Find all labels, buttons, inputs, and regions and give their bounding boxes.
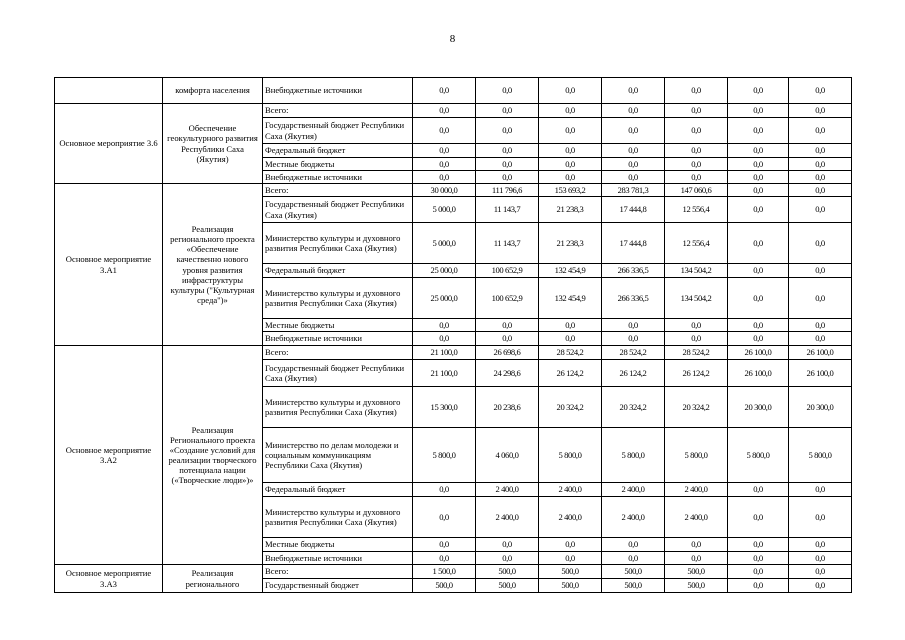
amount-cell: 0,0 xyxy=(602,144,665,158)
funding-source-cell: Министерство по делам молодежи и социальным коммуникациям Республики Саха (Якутия) xyxy=(263,428,413,483)
amount-cell: 0,0 xyxy=(539,538,602,552)
amount-cell: 0,0 xyxy=(539,332,602,346)
funding-source-cell: Государственный бюджет Республики Саха (Якутия) xyxy=(263,197,413,223)
amount-cell: 0,0 xyxy=(476,319,539,332)
amount-cell: 2 400,0 xyxy=(602,483,665,497)
amount-cell: 0,0 xyxy=(476,332,539,346)
amount-cell: 25 000,0 xyxy=(413,264,476,278)
amount-cell: 5 800,0 xyxy=(728,428,789,483)
amount-cell: 0,0 xyxy=(602,552,665,565)
amount-cell: 0,0 xyxy=(789,197,852,223)
amount-cell: 2 400,0 xyxy=(665,497,728,538)
amount-cell: 0,0 xyxy=(665,104,728,118)
funding-source-cell: Всего: xyxy=(263,104,413,118)
amount-cell: 0,0 xyxy=(413,144,476,158)
amount-cell: 0,0 xyxy=(789,158,852,171)
amount-cell: 0,0 xyxy=(789,483,852,497)
amount-cell: 500,0 xyxy=(602,579,665,593)
amount-cell: 0,0 xyxy=(476,552,539,565)
budget-table-body xyxy=(55,78,852,593)
funding-source-cell: Всего: xyxy=(263,565,413,579)
event-cell: Основное мероприятие 3.А3 xyxy=(55,565,163,593)
amount-cell: 12 556,4 xyxy=(665,197,728,223)
amount-cell: 0,0 xyxy=(476,78,539,104)
budget-table xyxy=(54,77,852,593)
amount-cell: 5 800,0 xyxy=(789,428,852,483)
event-cell xyxy=(55,78,163,104)
event-name-cell: Реализация регионального проекта «Обеспечение качественно нового уровня развития инфраструктуры культуры ("Культурная среда")» xyxy=(163,184,263,346)
funding-source-cell: Государственный бюджет Республики Саха (Якутия) xyxy=(263,118,413,144)
amount-cell: 21 238,3 xyxy=(539,197,602,223)
event-cell: Основное мероприятие 3.А1 xyxy=(55,184,163,346)
amount-cell: 0,0 xyxy=(665,158,728,171)
amount-cell: 0,0 xyxy=(789,497,852,538)
amount-cell: 5 800,0 xyxy=(602,428,665,483)
amount-cell: 0,0 xyxy=(728,565,789,579)
amount-cell: 0,0 xyxy=(413,118,476,144)
amount-cell: 28 524,2 xyxy=(602,346,665,360)
amount-cell: 24 298,6 xyxy=(476,360,539,387)
amount-cell: 0,0 xyxy=(789,565,852,579)
amount-cell: 0,0 xyxy=(602,319,665,332)
amount-cell: 0,0 xyxy=(789,264,852,278)
table-row xyxy=(55,104,852,118)
amount-cell: 266 336,5 xyxy=(602,264,665,278)
amount-cell: 26 100,0 xyxy=(789,346,852,360)
amount-cell: 1 500,0 xyxy=(413,565,476,579)
amount-cell: 0,0 xyxy=(665,171,728,184)
amount-cell: 20 324,2 xyxy=(602,387,665,428)
amount-cell: 21 238,3 xyxy=(539,223,602,264)
amount-cell: 0,0 xyxy=(665,332,728,346)
amount-cell: 2 400,0 xyxy=(476,497,539,538)
page-number: 8 xyxy=(449,33,456,45)
amount-cell: 21 100,0 xyxy=(413,360,476,387)
amount-cell: 500,0 xyxy=(602,565,665,579)
funding-source-cell: Местные бюджеты xyxy=(263,319,413,332)
funding-source-cell: Всего: xyxy=(263,184,413,197)
event-name-cell: Реализация регионального xyxy=(163,565,263,593)
amount-cell: 0,0 xyxy=(602,78,665,104)
amount-cell: 500,0 xyxy=(539,579,602,593)
funding-source-cell: Государственный бюджет xyxy=(263,579,413,593)
amount-cell: 0,0 xyxy=(728,118,789,144)
amount-cell: 26 100,0 xyxy=(789,360,852,387)
amount-cell: 0,0 xyxy=(728,332,789,346)
amount-cell: 0,0 xyxy=(413,158,476,171)
amount-cell: 0,0 xyxy=(728,483,789,497)
amount-cell: 0,0 xyxy=(789,104,852,118)
amount-cell: 12 556,4 xyxy=(665,223,728,264)
amount-cell: 11 143,7 xyxy=(476,197,539,223)
funding-source-cell: Местные бюджеты xyxy=(263,538,413,552)
amount-cell: 0,0 xyxy=(413,497,476,538)
amount-cell: 0,0 xyxy=(476,171,539,184)
amount-cell: 5 800,0 xyxy=(539,428,602,483)
amount-cell: 0,0 xyxy=(476,104,539,118)
amount-cell: 0,0 xyxy=(728,171,789,184)
funding-source-cell: Федеральный бюджет xyxy=(263,144,413,158)
amount-cell: 0,0 xyxy=(602,158,665,171)
amount-cell: 283 781,3 xyxy=(602,184,665,197)
amount-cell: 0,0 xyxy=(789,552,852,565)
amount-cell: 0,0 xyxy=(539,78,602,104)
amount-cell: 26 698,6 xyxy=(476,346,539,360)
amount-cell: 0,0 xyxy=(413,552,476,565)
amount-cell: 0,0 xyxy=(789,319,852,332)
amount-cell: 0,0 xyxy=(728,184,789,197)
amount-cell: 5 800,0 xyxy=(665,428,728,483)
amount-cell: 28 524,2 xyxy=(665,346,728,360)
amount-cell: 0,0 xyxy=(539,552,602,565)
amount-cell: 0,0 xyxy=(539,171,602,184)
table-row xyxy=(55,565,852,579)
amount-cell: 0,0 xyxy=(789,78,852,104)
amount-cell: 500,0 xyxy=(665,579,728,593)
amount-cell: 0,0 xyxy=(539,158,602,171)
amount-cell: 132 454,9 xyxy=(539,264,602,278)
amount-cell: 0,0 xyxy=(602,332,665,346)
amount-cell: 5 000,0 xyxy=(413,223,476,264)
amount-cell: 2 400,0 xyxy=(539,497,602,538)
amount-cell: 147 060,6 xyxy=(665,184,728,197)
amount-cell: 26 100,0 xyxy=(728,360,789,387)
amount-cell: 0,0 xyxy=(413,538,476,552)
amount-cell: 0,0 xyxy=(728,579,789,593)
amount-cell: 0,0 xyxy=(413,332,476,346)
amount-cell: 0,0 xyxy=(602,104,665,118)
amount-cell: 134 504,2 xyxy=(665,264,728,278)
amount-cell: 2 400,0 xyxy=(602,497,665,538)
amount-cell: 500,0 xyxy=(476,565,539,579)
amount-cell: 0,0 xyxy=(728,552,789,565)
amount-cell: 0,0 xyxy=(789,278,852,319)
amount-cell: 0,0 xyxy=(728,538,789,552)
amount-cell: 0,0 xyxy=(602,171,665,184)
amount-cell: 2 400,0 xyxy=(665,483,728,497)
amount-cell: 20 300,0 xyxy=(789,387,852,428)
amount-cell: 0,0 xyxy=(789,118,852,144)
amount-cell: 0,0 xyxy=(789,579,852,593)
amount-cell: 0,0 xyxy=(728,264,789,278)
amount-cell: 0,0 xyxy=(413,78,476,104)
funding-source-cell: Внебюджетные источники xyxy=(263,171,413,184)
amount-cell: 0,0 xyxy=(789,184,852,197)
funding-source-cell: Министерство культуры и духовного развития Республики Саха (Якутия) xyxy=(263,497,413,538)
amount-cell: 0,0 xyxy=(476,158,539,171)
amount-cell: 500,0 xyxy=(476,579,539,593)
amount-cell: 0,0 xyxy=(413,171,476,184)
amount-cell: 26 124,2 xyxy=(665,360,728,387)
funding-source-cell: Министерство культуры и духовного развития Республики Саха (Якутия) xyxy=(263,387,413,428)
event-cell: Основное мероприятие 3.А2 xyxy=(55,346,163,565)
table-row xyxy=(55,346,852,360)
amount-cell: 26 124,2 xyxy=(539,360,602,387)
funding-source-cell: Федеральный бюджет xyxy=(263,483,413,497)
table-row xyxy=(55,184,852,197)
amount-cell: 0,0 xyxy=(789,332,852,346)
table-row xyxy=(55,78,852,104)
event-name-cell: Реализация Регионального проекта «Создание условий для реализации творческого потенциала нации («Творческие люди»)» xyxy=(163,346,263,565)
amount-cell: 0,0 xyxy=(789,538,852,552)
funding-source-cell: Федеральный бюджет xyxy=(263,264,413,278)
amount-cell: 266 336,5 xyxy=(602,278,665,319)
amount-cell: 2 400,0 xyxy=(476,483,539,497)
amount-cell: 0,0 xyxy=(728,197,789,223)
amount-cell: 0,0 xyxy=(476,118,539,144)
amount-cell: 0,0 xyxy=(476,538,539,552)
amount-cell: 30 000,0 xyxy=(413,184,476,197)
funding-source-cell: Внебюджетные источники xyxy=(263,552,413,565)
event-name-cell: Обеспечение геокультурного развития Республики Саха (Якутия) xyxy=(163,104,263,184)
amount-cell: 0,0 xyxy=(728,158,789,171)
amount-cell: 153 693,2 xyxy=(539,184,602,197)
event-name-cell: комфорта населения xyxy=(163,78,263,104)
amount-cell: 500,0 xyxy=(413,579,476,593)
amount-cell: 0,0 xyxy=(602,538,665,552)
amount-cell: 0,0 xyxy=(539,144,602,158)
amount-cell: 0,0 xyxy=(665,78,728,104)
amount-cell: 0,0 xyxy=(413,319,476,332)
funding-source-cell: Министерство культуры и духовного развития Республики Саха (Якутия) xyxy=(263,223,413,264)
amount-cell: 0,0 xyxy=(789,171,852,184)
amount-cell: 500,0 xyxy=(665,565,728,579)
amount-cell: 0,0 xyxy=(539,118,602,144)
amount-cell: 0,0 xyxy=(665,538,728,552)
amount-cell: 20 300,0 xyxy=(728,387,789,428)
amount-cell: 0,0 xyxy=(728,223,789,264)
amount-cell: 134 504,2 xyxy=(665,278,728,319)
amount-cell: 0,0 xyxy=(728,319,789,332)
amount-cell: 0,0 xyxy=(602,118,665,144)
amount-cell: 25 000,0 xyxy=(413,278,476,319)
funding-source-cell: Внебюджетные источники xyxy=(263,332,413,346)
amount-cell: 0,0 xyxy=(728,104,789,118)
amount-cell: 11 143,7 xyxy=(476,223,539,264)
amount-cell: 0,0 xyxy=(413,104,476,118)
amount-cell: 4 060,0 xyxy=(476,428,539,483)
amount-cell: 0,0 xyxy=(665,118,728,144)
amount-cell: 0,0 xyxy=(728,278,789,319)
amount-cell: 2 400,0 xyxy=(539,483,602,497)
amount-cell: 0,0 xyxy=(476,144,539,158)
amount-cell: 0,0 xyxy=(539,319,602,332)
amount-cell: 0,0 xyxy=(413,483,476,497)
amount-cell: 28 524,2 xyxy=(539,346,602,360)
amount-cell: 0,0 xyxy=(728,78,789,104)
amount-cell: 0,0 xyxy=(665,144,728,158)
amount-cell: 5 000,0 xyxy=(413,197,476,223)
amount-cell: 0,0 xyxy=(728,144,789,158)
amount-cell: 20 324,2 xyxy=(539,387,602,428)
amount-cell: 5 800,0 xyxy=(413,428,476,483)
funding-source-cell: Всего: xyxy=(263,346,413,360)
amount-cell: 0,0 xyxy=(789,144,852,158)
amount-cell: 17 444,8 xyxy=(602,223,665,264)
amount-cell: 100 652,9 xyxy=(476,278,539,319)
amount-cell: 100 652,9 xyxy=(476,264,539,278)
amount-cell: 26 124,2 xyxy=(602,360,665,387)
amount-cell: 17 444,8 xyxy=(602,197,665,223)
amount-cell: 0,0 xyxy=(665,319,728,332)
amount-cell: 26 100,0 xyxy=(728,346,789,360)
amount-cell: 20 238,6 xyxy=(476,387,539,428)
funding-source-cell: Внебюджетные источники xyxy=(263,78,413,104)
amount-cell: 20 324,2 xyxy=(665,387,728,428)
amount-cell: 0,0 xyxy=(728,497,789,538)
funding-source-cell: Местные бюджеты xyxy=(263,158,413,171)
amount-cell: 15 300,0 xyxy=(413,387,476,428)
funding-source-cell: Министерство культуры и духовного развития Республики Саха (Якутия) xyxy=(263,278,413,319)
amount-cell: 0,0 xyxy=(665,552,728,565)
amount-cell: 0,0 xyxy=(789,223,852,264)
event-cell: Основное мероприятие 3.6 xyxy=(55,104,163,184)
funding-source-cell: Государственный бюджет Республики Саха (Якутия) xyxy=(263,360,413,387)
amount-cell: 21 100,0 xyxy=(413,346,476,360)
amount-cell: 111 796,6 xyxy=(476,184,539,197)
amount-cell: 132 454,9 xyxy=(539,278,602,319)
amount-cell: 500,0 xyxy=(539,565,602,579)
amount-cell: 0,0 xyxy=(539,104,602,118)
